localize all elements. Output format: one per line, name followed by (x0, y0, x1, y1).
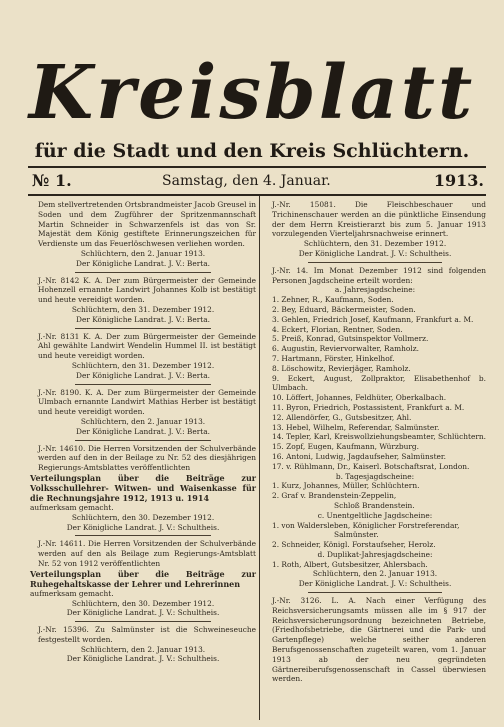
right-column-line: 13. Hebel, Wilhelm, Referendar, Salmünster. (272, 422, 440, 432)
right-column-line: Der Königliche Landrat. J. V.: Schultheis. (298, 579, 452, 589)
notice-separator (75, 328, 211, 329)
right-column-line: Der Königliche Landrat. J. V.: Schultheis. (298, 248, 452, 258)
right-column-line: 15. Zopf, Eugen, Kaufmann, Würzburg. (272, 442, 419, 452)
right-column-line: Schlüchtern, den 31. Dezember 1912. (303, 239, 447, 249)
right-column-line: 9. Eckert, August, Zollpraktor, Elisabethenhof b. Ulmbach. (272, 373, 486, 393)
right-column-line: Salmünster. (334, 530, 379, 540)
left-column-line: Schlüchtern, den 31. Dezember 1912. (71, 304, 215, 314)
left-column-line: Schlüchtern, den 30. Dezember 1912. (71, 512, 215, 522)
right-column-line: Schloß Brandenstein. (334, 500, 415, 510)
left-column-line: Schlüchtern, den 31. Dezember 1912. (71, 360, 215, 370)
left-column-line: J.-Nr. 8142 K. A. Der zum Bürgermeister der Gemeinde Hohenzell ernannte Landwirt Johannes Kolb ist bestätigt und heute vereidigt worden. (38, 275, 256, 305)
left-column-line: aufmerksam gemacht. (30, 502, 114, 512)
masthead-subtitle: für die Stadt und den Kreis Schlüchtern. (34, 140, 470, 162)
right-column-line: b. Tagesjagdscheine: (335, 471, 415, 481)
right-column-line: 6. Augustin, Reviervorwalter, Ramholz. (272, 344, 419, 354)
column-divider (259, 196, 260, 720)
right-column-line: 14. Tepler, Karl, Kreiswollziehungsbeamter, Schlüchtern. (272, 432, 487, 442)
left-column-line: Schlüchtern, den 2. Januar 1913. (80, 416, 206, 426)
right-column-line: 5. Preiß, Konrad, Gutsinspektor Vollmerz. (272, 334, 429, 344)
left-column-line: J.-Nr. 8131 K. A. Der zum Bürgermeister der Gemeinde Ahl gewählte Landwirt Wendelin Hummel II. ist bestätigt und heute vereidigt worden. (38, 331, 256, 361)
right-column-line: J.-Nr. 3126. L. A. Nach einer Verfügung des Reichsversicherungsamts müssen alle im § 917 der Reichsversicherungsordnung bezeichneten Betriebe, (Friedhofsbetriebe, die Gärtnerei und die Park- und Gartenpflege) welche seither anderen Berufsgenossenschaften zugeteilt waren, vom 1. Januar 1913 ab der neu gegründeten Gärtnereiberufsgenossenschaft in Cassel überwiesen werden. (272, 596, 486, 684)
notice-separator (75, 535, 211, 536)
left-column-line: Der Königliche Landrat. J. V.: Berta. (76, 426, 210, 436)
notice-separator (75, 272, 211, 273)
right-column-line: 1. Roth, Albert, Gutsbesitzer, Ahlersbach. (272, 559, 428, 569)
right-column-line: 10. Löffert, Johannes, Feldhüter, Oberkalbach. (272, 393, 447, 403)
left-column-line: Der Königliche Landrat. J. V.: Berta. (76, 314, 210, 324)
notice-separator (308, 592, 441, 593)
top-rule (28, 166, 486, 168)
left-column-line: Schlüchtern, den 2. Januar 1913. (80, 248, 206, 258)
right-column-line: 2. Graf v. Brandenstein-Zeppelin, (272, 491, 397, 501)
left-column-line: Der Königliche Landrat. J. V.: Schultheis. (66, 654, 220, 664)
masthead-title: Kreisblatt (28, 50, 476, 136)
notice-separator (308, 262, 441, 263)
issue-date: Samstag, den 4. Januar. (162, 173, 331, 189)
right-column-line: d. Duplikat-Jahresjagdscheine: (317, 549, 433, 559)
right-column-line: Schlüchtern, den 2. Januar 1913. (312, 569, 438, 579)
left-column-line: J.-Nr. 15396. Zu Salmünster ist die Schweineseuche festgestellt worden. (38, 625, 256, 644)
left-column (30, 200, 256, 664)
right-column-line: 2. Schneider, Königl. Forstaufseher, Herolz. (272, 540, 436, 550)
notice-separator (75, 621, 211, 622)
left-column-line: J.-Nr. 14611. Die Herren Vorsitzenden der Schulverbände werden auf den als Beilage zum Regierungs-Amtsblatt Nr. 52 von 1912 veröffentlichten (38, 539, 256, 568)
left-column-line: Verteilungsplan über die Beiträge zur Volksschullehrer- Witwen- und Waisenkasse für die Rechnungsjahre 1912, 1913 u. 1914 (30, 472, 256, 503)
left-column-line: Schlüchtern, den 30. Dezember 1912. (71, 598, 215, 608)
right-column-line: 16. Antoni, Ludwig, Jagdaufseher, Salmünster. (272, 451, 446, 461)
right-column (264, 200, 486, 684)
right-column-line: 1. Zehner, R., Kaufmann, Soden. (272, 295, 394, 305)
dateline (32, 171, 484, 193)
right-column-line: 17. v. Rühlmann, Dr., Kaiserl. Botschaftsrat, London. (272, 461, 470, 471)
right-column-line: 11. Byron, Friedrich, Postassistent, Frankfurt a. M. (272, 402, 465, 412)
right-column-line: 3. Gehlen, Friedrich Josef, Kaufmann, Frankfurt a. M. (272, 314, 474, 324)
right-column-line: 8. Löschowitz, Revierjäger, Ramholz. (272, 363, 411, 373)
right-column-line: J.-Nr. 14. Im Monat Dezember 1912 sind folgenden Personen Jagdscheine erteilt worden: (272, 265, 486, 285)
left-column-line: Der Königliche Landrat. J. V.: Berta. (76, 258, 210, 268)
issue-year: 1913. (433, 171, 484, 190)
right-column-line: 7. Hartmann, Förster, Hinkelhof. (272, 353, 395, 363)
notice-separator (75, 384, 211, 385)
right-column-line: 12. Allendörfer, G., Gutsbesitzer, Ahl. (272, 412, 412, 422)
left-column-line: Verteilungsplan über die Beiträge zur Ruhegehaltskasse der Lehrer und Lehrerinnen (30, 568, 256, 589)
issue-number: № 1. (32, 171, 72, 190)
right-column-line: 1. Kurz, Johannes, Müller, Schlüchtern. (272, 481, 420, 491)
right-column-line: c. Unentgeltliche Jagdscheine: (317, 510, 433, 520)
right-column-line: a. Jahresjagdscheine: (334, 285, 416, 295)
notice-separator (75, 440, 211, 441)
left-column-line: Der Königliche Landrat. J. V.: Schultheis. (66, 608, 220, 618)
left-column-line: Der Königliche Landrat. J. V.: Berta. (76, 370, 210, 380)
right-column-line: 2. Bey, Eduard, Bäckermeister, Soden. (272, 304, 416, 314)
left-column-line: Der Königliche Landrat. J. V.: Schultheis. (66, 522, 220, 532)
right-column-line: 4. Eckert, Florian, Rentner, Soden. (272, 324, 403, 334)
left-column-line: Dem stellvertretenden Ortsbrandmeister Jacob Greusel in Soden und dem Zugführer der Spritzenmannschaft Martin Schneider in Schwarzenfels ist das von Sr. Majestät dem König gestiftete Erinnerungszeichen für Verdienste um das Feuerlöschwesen verliehen worden. (38, 200, 256, 249)
right-column-line: J.-Nr. 15081. Die Fleischbeschauer und Trichinenschauer werden an die pünktliche Einsendung der dem Herrn Kreistierarzt bis zum 5. Januar 1913 vorzulegenden Vierteljahrsnachweise erinnert. (272, 200, 486, 239)
left-column-line: J.-Nr. 14610. Die Herren Vorsitzenden der Schulverbände werden auf den in der Beilage zu Nr. 52 des diesjährigen Regierungs-Amtsblattes veröffentlichten (38, 443, 256, 473)
left-column-line: aufmerksam gemacht. (30, 588, 114, 598)
dateline-rule (28, 194, 486, 196)
right-column-line: 1. von Waldersleben, Königlicher Forstreferendar, (272, 520, 460, 530)
left-column-line: J.-Nr. 8190. K. A. Der zum Bürgermeister der Gemeinde Ulmbach ernannte Landwirt Mathias Herber ist bestätigt und heute vereidigt worden. (38, 387, 256, 417)
left-column-line: Schlüchtern, den 2. Januar 1913. (80, 644, 206, 654)
